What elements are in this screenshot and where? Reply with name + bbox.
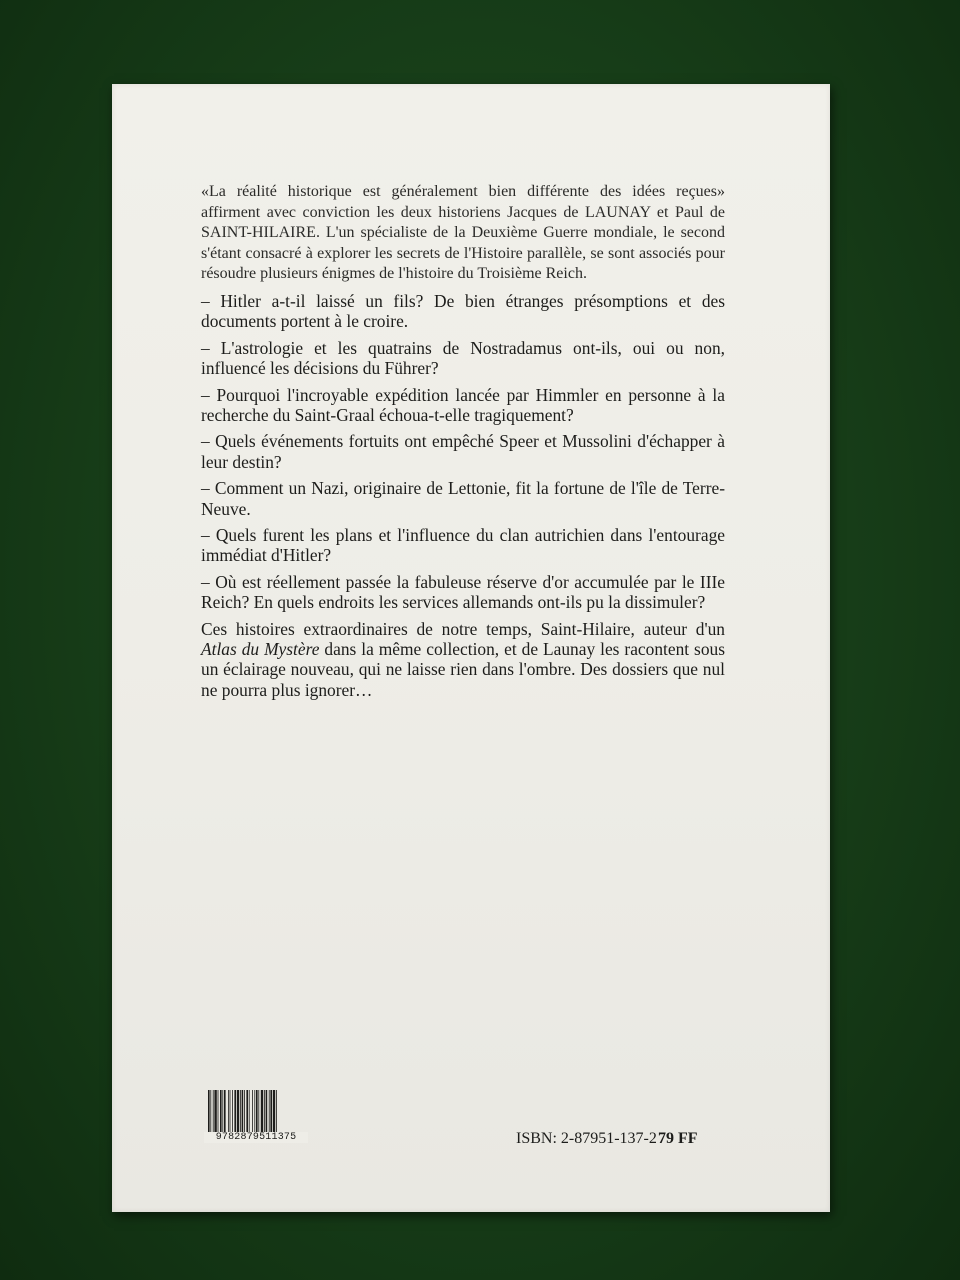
barcode-bar — [276, 1090, 277, 1134]
barcode-bar — [218, 1090, 219, 1134]
barcode-bar — [214, 1090, 216, 1134]
barcode-bar — [273, 1090, 275, 1134]
barcode-bar — [210, 1090, 211, 1134]
barcode-bar — [237, 1090, 239, 1134]
price-label: 79 FF — [658, 1130, 698, 1147]
barcode-bar — [269, 1090, 270, 1134]
barcode-bar — [266, 1090, 268, 1134]
question-paragraph: – Quels événements fortuits ont empêché Speer et Mussolini d'échapper à leur destin? — [201, 431, 725, 472]
barcode-bar — [270, 1090, 272, 1134]
barcode-bar — [240, 1090, 241, 1134]
barcode-bar — [234, 1090, 236, 1134]
isbn-label: ISBN: 2-87951-137-2 — [516, 1130, 657, 1147]
barcode-bar — [256, 1090, 258, 1134]
book-back-cover — [112, 84, 830, 1212]
question-paragraph: – Comment un Nazi, originaire de Lettonie, fit la fortune de l'île de Terre-Neuve. — [201, 478, 725, 519]
closing-text-start: Ces histoires extraordinaires de notre temps, Saint-Hilaire, auteur d'un — [201, 618, 725, 639]
barcode-number: 9782879511375 — [204, 1132, 308, 1143]
barcode-bar — [258, 1090, 259, 1134]
question-paragraph: – Où est réellement passée la fabuleuse réserve d'or accumulée par le IIIe Reich? En quels endroits les services allemands ont-ils pu la dissimuler? — [201, 571, 725, 613]
barcode-bar — [261, 1090, 263, 1134]
barcode-bar — [208, 1090, 210, 1134]
closing-paragraph — [201, 619, 725, 701]
barcode-bar — [252, 1090, 253, 1134]
book-title-reference: Atlas du Mystère — [201, 639, 320, 660]
question-paragraph: – Pourquoi l'incroyable expédition lancée par Himmler en personne à la recherche du Saint-Graal échoua-t-elle tragiquement? — [201, 384, 725, 425]
barcode-bar — [232, 1090, 233, 1134]
barcode-bar — [220, 1090, 222, 1134]
barcode-bar — [230, 1090, 231, 1134]
barcode-bar — [254, 1090, 255, 1134]
barcode-bar — [224, 1090, 226, 1134]
question-paragraph: – Hitler a-t-il laissé un fils? De bien étranges présomptions et des documents portent à le croire. — [201, 290, 725, 332]
blurb-text — [201, 182, 725, 706]
barcode-bar — [249, 1090, 250, 1134]
barcode-bar — [213, 1090, 214, 1134]
barcode-bar — [242, 1090, 244, 1134]
barcode-bar — [222, 1090, 223, 1134]
question-paragraph: – L'astrologie et les quatrains de Nostradamus ont-ils, oui ou non, influencé les décisions du Führer? — [201, 337, 725, 379]
barcode-bar — [244, 1090, 245, 1134]
barcode-bar — [264, 1090, 265, 1134]
intro-paragraph: «La réalité historique est généralement bien différente des idées reçues» affirment avec conviction les deux historiens Jacques de LAUNAY et Paul de SAINT-HILAIRE. L'un spécialiste de la Deuxième Guerre mondiale, le second s'étant consacré à explorer les secrets de l'Histoire parallèle, se sont associés pour résoudre plusieurs énigmes de l'histoire du Troisième Reich. — [201, 183, 725, 283]
barcode-bars — [204, 1090, 308, 1134]
barcode-bar — [246, 1090, 248, 1134]
barcode — [204, 1090, 308, 1144]
closing-text-end: dans la même collection, et de Launay les racontent sous un éclairage nouveau, qui ne laisse rien dans l'ombre. Des dossiers que nul ne pourra plus ignorer… — [201, 639, 725, 700]
question-paragraph: – Quels furent les plans et l'influence du clan autrichien dans l'entourage immédiat d'Hitler? — [201, 525, 725, 566]
barcode-bar — [228, 1090, 229, 1134]
